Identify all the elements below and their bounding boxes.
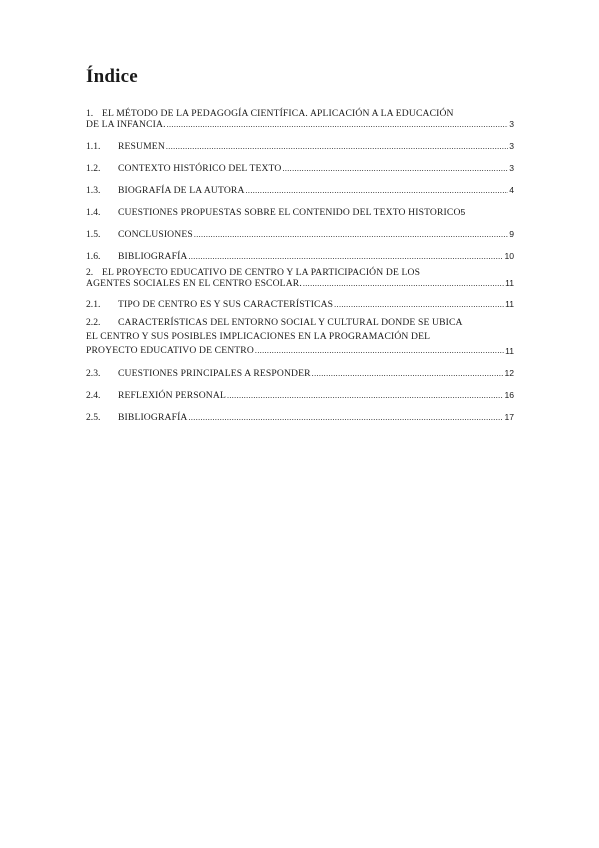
toc-leader [194,229,508,240]
toc-number: 1.5. [86,229,101,240]
toc-entry-1-3[interactable] [86,185,514,196]
toc-title-line: CUESTIONES PRINCIPALES A RESPONDER [118,368,311,379]
toc-page-number: 3 [509,119,514,129]
toc-title-line: DE LA INFANCIA. [86,119,166,130]
toc-number: 1.2. [86,163,101,174]
toc-page-number: 3 [509,163,514,173]
toc-entry-2-4[interactable] [86,390,514,401]
toc-entry-1-5[interactable] [86,229,514,240]
toc-page-number: 11 [505,278,514,288]
toc-title-line: EL MÉTODO DE LA PEDAGOGÍA CIENTÍFICA. APLICACIÓN A LA EDUCACIÓN [102,108,454,119]
toc-number: 2.5. [86,412,101,423]
toc-title-line: CONTEXTO HISTÓRICO DEL TEXTO [118,163,282,174]
toc-number: 1.3. [86,185,101,196]
toc-entry-1-4[interactable] [86,207,514,218]
toc-leader [166,141,508,152]
toc-number: 2. [86,267,94,278]
page-title: Índice [86,66,138,87]
toc-page-number: 3 [509,141,514,151]
toc-entry-1-6[interactable] [86,251,514,262]
toc-entry-2-3[interactable] [86,368,514,379]
toc-leader [282,163,508,174]
toc-title-line: BIBLIOGRAFÍA [118,412,188,423]
toc-leader [312,368,504,379]
toc-page-number: 11 [505,346,514,356]
toc-number: 1. [86,108,94,119]
toc-number: 2.1. [86,299,101,310]
toc-page-number: 16 [504,390,514,400]
toc-entry-2-2[interactable] [86,316,514,358]
toc-page-number: 11 [505,299,514,309]
toc-title-line: BIBLIOGRAFÍA [118,251,188,262]
toc-entry-2-5[interactable] [86,412,514,423]
toc-title-line: CARACTERÍSTICAS DEL ENTORNO SOCIAL Y CULTURAL DONDE SE UBICA [118,317,463,328]
toc-number: 1.6. [86,251,101,262]
toc-page-number: 4 [509,185,514,195]
toc-entry-1[interactable] [86,108,514,130]
toc-page-number: 12 [504,368,514,378]
toc-entry-1-1[interactable] [86,141,514,152]
toc-title-line: TIPO DE CENTRO ES Y SUS CARACTERÍSTICAS [118,299,334,310]
toc-entry-2[interactable] [86,267,514,289]
toc-number: 2.2. [86,317,101,328]
toc-leader [189,412,504,423]
toc-title-line: CUESTIONES PROPUESTAS SOBRE EL CONTENIDO DEL TEXTO HISTORICO [118,207,461,218]
toc-page-number: 17 [504,412,514,422]
toc-leader [167,119,509,130]
toc-title-line: AGENTES SOCIALES EN EL CENTRO ESCOLAR. [86,278,302,289]
toc-entry-2-1[interactable] [86,299,514,310]
toc-title-line: BIOGRAFÍA DE LA AUTORA [118,185,245,196]
toc-title-line: RESUMEN [118,141,165,152]
toc-number: 2.3. [86,368,101,379]
toc-title-line: EL PROYECTO EDUCATIVO DE CENTRO Y LA PARTICIPACIÓN DE LOS [102,267,421,278]
toc-leader [189,251,504,262]
toc-page-number: 10 [504,251,514,261]
toc-entry-1-2[interactable] [86,163,514,174]
toc-number: 1.1. [86,141,101,152]
toc-title-line: EL CENTRO Y SUS POSIBLES IMPLICACIONES EN LA PROGRAMACIÓN DEL [86,331,431,342]
toc-title-line: REFLEXIÓN PERSONAL [118,390,226,401]
table-of-contents [86,108,514,423]
toc-title-line: CONCLUSIONES [118,229,193,240]
toc-leader [334,299,504,310]
toc-leader [246,185,509,196]
toc-page-number: 5 [460,207,466,217]
toc-page-number: 9 [509,229,514,239]
toc-leader [227,390,503,401]
toc-leader [303,278,504,289]
toc-leader [255,344,504,358]
toc-number: 2.4. [86,390,101,401]
toc-title-line: PROYECTO EDUCATIVO DE CENTRO [86,345,254,356]
toc-number: 1.4. [86,207,101,218]
